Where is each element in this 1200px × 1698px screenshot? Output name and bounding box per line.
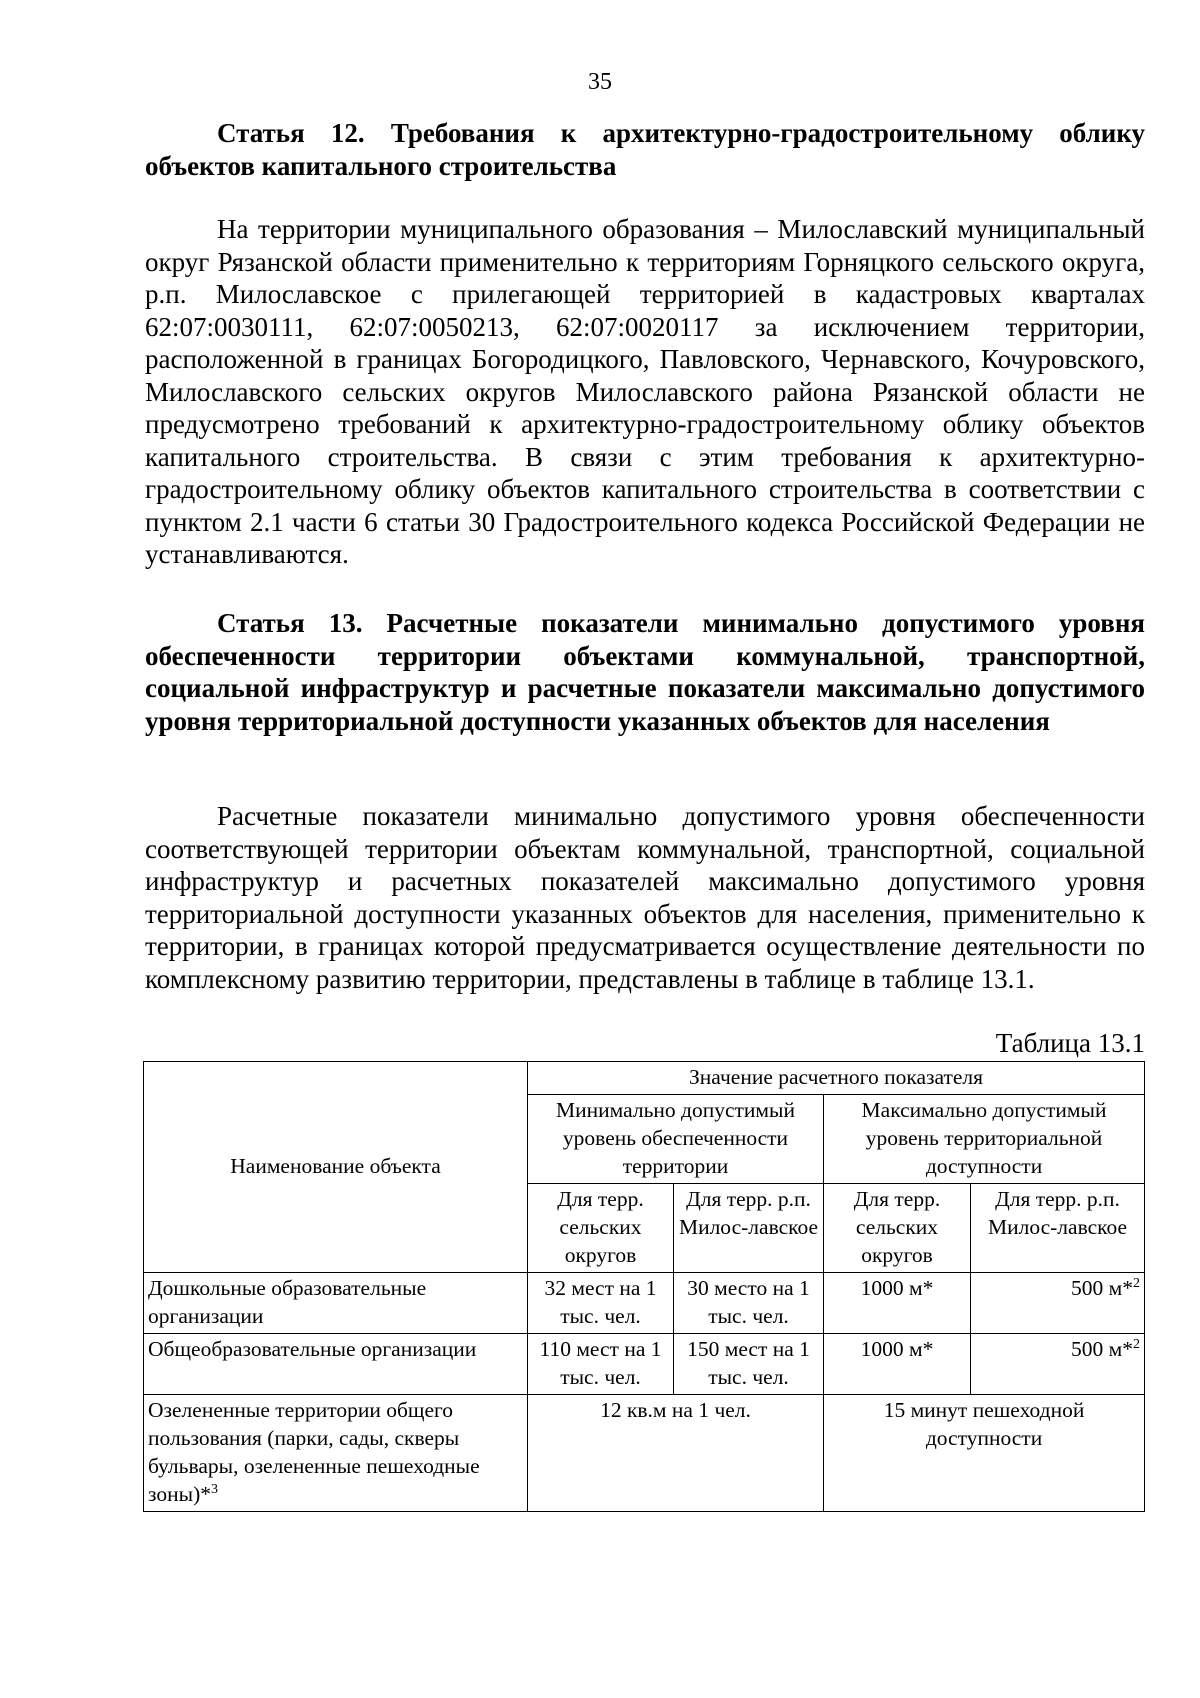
article-13-body xyxy=(145,800,1145,995)
header-max-rural: Для терр. сельских округов xyxy=(824,1184,971,1273)
article-12-heading: Статья 12. Требования к архитектурно-градостроительному облику объектов капитального строительства xyxy=(145,118,1145,181)
page-number: 35 xyxy=(588,69,612,95)
header-max-town: Для терр. р.п. Милос-лавское xyxy=(971,1184,1145,1273)
header-min-group: Минимально допустимый уровень обеспеченности территории xyxy=(528,1095,824,1184)
max-merged-cell: 15 минут пешеходной доступности xyxy=(824,1395,1145,1512)
table-header-row xyxy=(144,1062,1145,1095)
article-12-body xyxy=(145,213,1145,571)
header-name-cell: Наименование объекта xyxy=(144,1062,528,1273)
footnote-marker: 2 xyxy=(1133,1276,1141,1291)
table-caption: Таблица 13.1 xyxy=(995,1028,1145,1058)
table-row xyxy=(144,1273,1145,1334)
max-town-cell xyxy=(971,1334,1145,1395)
table-row xyxy=(144,1395,1145,1512)
min-rural-cell: 110 мест на 1 тыс. чел. xyxy=(528,1334,674,1395)
header-min-rural: Для терр. сельских округов xyxy=(528,1184,674,1273)
row-name-cell: Дошкольные образовательные организации xyxy=(144,1273,528,1334)
row-name-text: Озелененные территории общего пользования (парки, сады, скверы бульвары, озелененные пешеходные зоны)* xyxy=(148,1398,480,1506)
table-row xyxy=(144,1334,1145,1395)
article-13-heading: Статья 13. Расчетные показатели минимально допустимого уровня обеспеченности территории объектами коммунальной, транспортной, социальной инфраструктур и расчетные показатели максимально допустимого уровня территориальной доступности указанных объектов для населения xyxy=(145,608,1145,736)
footnote-marker: 2 xyxy=(1133,1337,1141,1352)
min-town-cell: 30 место на 1 тыс. чел. xyxy=(674,1273,824,1334)
header-value-group: Значение расчетного показателя xyxy=(528,1062,1145,1095)
max-town-value: 500 м* xyxy=(1071,1276,1134,1300)
row-name-cell xyxy=(144,1395,528,1512)
article-12-paragraph: На территории муниципального образования – Милославский муниципальный округ Рязанской области применительно к территориям Горняцкого сельского округа, р.п. Милославское с прилегающей территорией в кадастровых кварталах 62:07:0030111, 62:07:0050213, 62:07:0020117 за исключением территории, расположенной в границах Богородицкого, Павловского, Чернавского, Кочуровского, Милославского сельских округов Милославского района Рязанской области не предусмотрено требований к архитектурно-градостроительному облику объектов капитального строительства. В связи с этим требования к архитектурно-градостроительному облику объектов капитального строительства в соответствии с пунктом 2.1 части 6 статьи 30 Градостроительного кодекса Российской Федерации не устанавливаются. xyxy=(145,214,1145,569)
min-merged-cell: 12 кв.м на 1 чел. xyxy=(528,1395,824,1512)
max-rural-cell: 1000 м* xyxy=(824,1334,971,1395)
header-max-group: Максимально допустимый уровень территориальной доступности xyxy=(824,1095,1145,1184)
indicators-table xyxy=(143,1061,1145,1512)
max-town-value: 500 м* xyxy=(1071,1337,1134,1361)
footnote-marker: 3 xyxy=(210,1482,218,1497)
min-rural-cell: 32 мест на 1 тыс. чел. xyxy=(528,1273,674,1334)
min-town-cell: 150 мест на 1 тыс. чел. xyxy=(674,1334,824,1395)
header-min-town: Для терр. р.п. Милос-лавское xyxy=(674,1184,824,1273)
article-12-section xyxy=(145,117,1145,182)
max-rural-cell: 1000 м* xyxy=(824,1273,971,1334)
max-town-cell xyxy=(971,1273,1145,1334)
article-13-paragraph: Расчетные показатели минимально допустимого уровня обеспеченности соответствующей территории объектам коммунальной, транспортной, социальной инфраструктур и расчетных показателей максимально допустимого уровня территориальной доступности указанных объектов для населения, применительно к территории, в границах которой предусматривается осуществление деятельности по комплексному развитию территории, представлены в таблице в таблице 13.1. xyxy=(145,801,1145,994)
row-name-cell: Общеобразовательные организации xyxy=(144,1334,528,1395)
article-13-section xyxy=(145,607,1145,737)
